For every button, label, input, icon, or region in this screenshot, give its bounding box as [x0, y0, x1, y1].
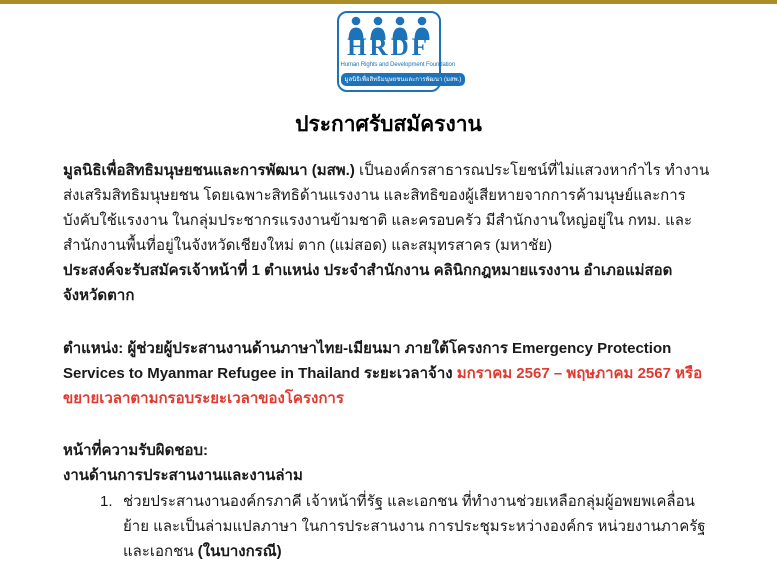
position-description: ผู้ช่วยผู้ประสานงานด้านภาษาไทย-เมียนมา ภายใต้โครงการ Emergency Protection Services to Myanmar Refugee in Thailand ระยะเวลาจ้าง — [63, 340, 672, 382]
responsibilities-heading: หน้าที่ความรับผิดชอบ: — [63, 442, 209, 459]
hrdf-logo — [337, 11, 462, 92]
list-item-text — [123, 489, 717, 564]
logo-container — [0, 11, 777, 92]
position-duration-highlight: มกราคม 2567 – พฤษภาคม 2567 หรือขยายเวลาตามกรอบระยะเวลาของโครงการ — [63, 365, 703, 407]
list-item — [63, 489, 717, 564]
intro-organization-name: มูลนิธิเพื่อสิทธิมนุษยชนและการพัฒนา (มสพ.) — [63, 162, 355, 179]
document-body — [0, 158, 777, 564]
intro-recruitment-line: ประสงค์จะรับสมัครเจ้าหน้าที่ 1 ตำแหน่ง ประจำสำนักงาน คลินิกกฎหมายแรงงาน อำเภอแม่สอด จังหวัดตาก — [63, 262, 673, 304]
logo-name-thai: มูลนิธิเพื่อสิทธิมนุษยชนและการพัฒนา (มสพ.) — [341, 73, 466, 86]
page-title: ประกาศรับสมัครงาน — [295, 113, 482, 136]
list-item-number: 1. — [100, 493, 113, 510]
logo-acronym: HRDF — [347, 34, 430, 61]
page-top-accent-bar — [0, 0, 777, 4]
logo-name-english: Human Rights and Development Foundation — [340, 62, 456, 68]
list-item-bold-note: (ในบางกรณี) — [197, 543, 282, 560]
intro-paragraph — [63, 158, 717, 308]
list-item-body: ช่วยประสานงานองค์กรภาคี เจ้าหน้าที่รัฐ และเอกชน ที่ทำงานช่วยเหลือกลุ่มผู้อพยพเคลื่อนย้าย และเป็นล่ามแปลภาษา ในการประสานงาน การประชุมระหว่างองค์กร หน่วยงานภาครัฐและเอกชน — [123, 493, 706, 560]
intro-body-text: เป็นองค์กรสาธารณประโยชน์ที่ไม่แสวงหากำไร ทำงานส่งเสริมสิทธิมนุษยชน โดยเฉพาะสิทธิด้านแรงงาน และสิทธิของผู้เสียหายจากการค้ามนุษย์และการบังคับใช้แรงงาน ในกลุ่มประชากรแรงงานข้ามชาติ และครอบครัว มีสำนักงานใหญ่อยู่ใน กทม. และสำนักงานพื้นที่อยู่ในจังหวัดเชียงใหม่ ตาก (แม่สอด) และสมุทรสาคร (มหาชัย) — [63, 162, 710, 254]
position-paragraph — [63, 336, 717, 411]
position-label: ตำแหน่ง: — [63, 340, 124, 357]
responsibilities-subheading: งานด้านการประสานงานและงานล่าม — [63, 467, 303, 484]
